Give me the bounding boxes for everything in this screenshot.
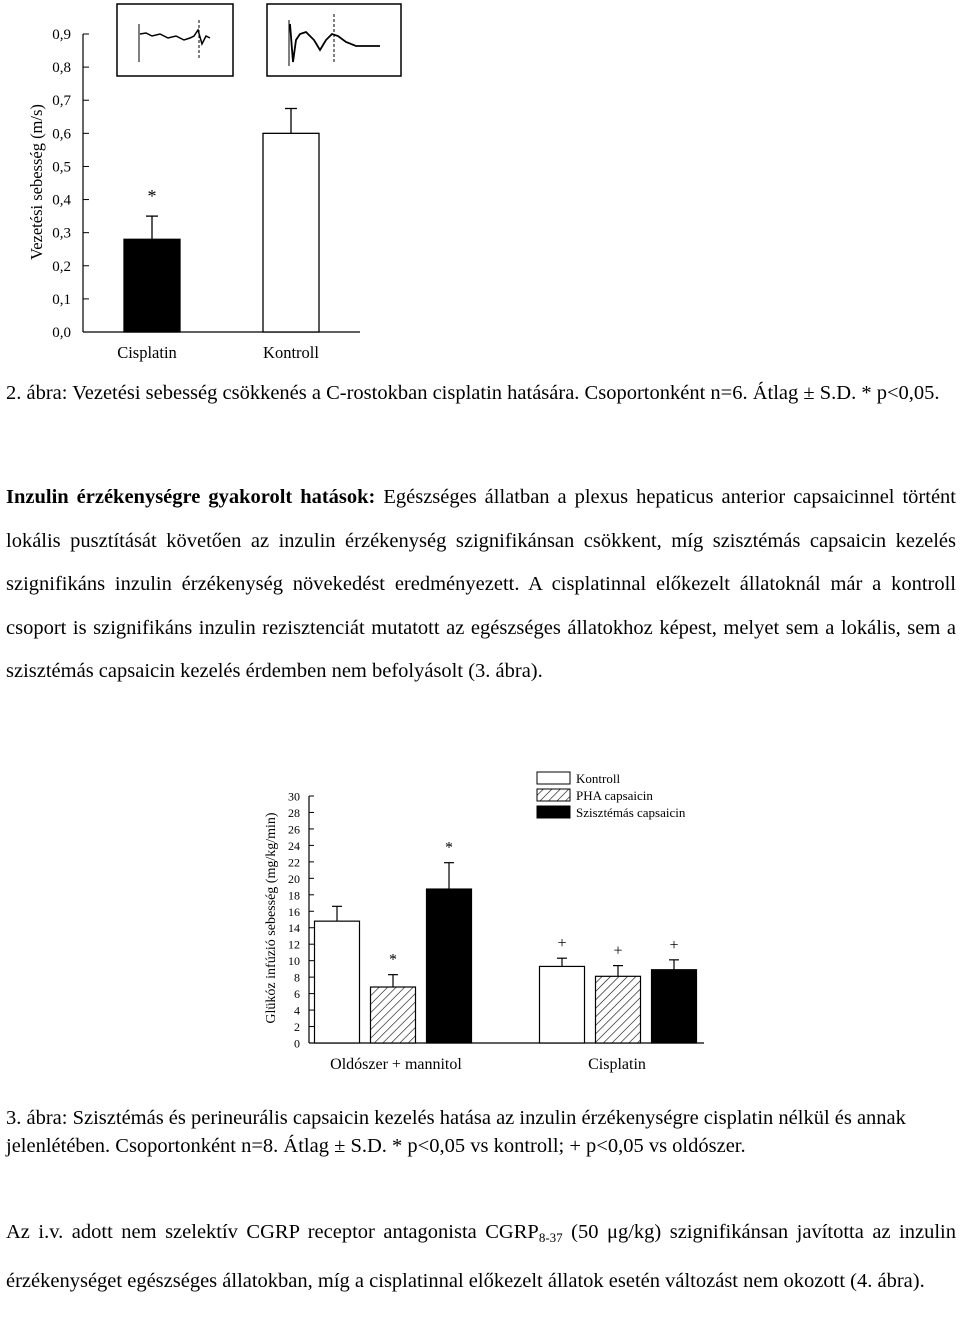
figure-2-caption: 2. ábra: Vezetési sebesség csökkenés a C-rostokban cisplatin hatására. Csoportonként n=6. Átlag ± S.D. * p<0,05.	[6, 382, 940, 404]
y-tick-label: 0,9	[52, 27, 71, 43]
y-tick-label: 14	[288, 921, 300, 936]
y-tick-label: 0	[294, 1036, 300, 1051]
inset-trace-kontroll	[267, 4, 401, 76]
y-tick-label: 0,0	[52, 325, 71, 341]
paragraph-body-start: Az i.v. adott nem szelektív CGRP receptor antagonista CGRP	[6, 1221, 539, 1243]
figure-2-chart	[0, 0, 960, 372]
y-tick-label: 4	[294, 1003, 300, 1018]
y-tick-label: 10	[288, 954, 300, 969]
legend-label: Szisztémás capsaicin	[576, 805, 686, 820]
figure-3-caption: 3. ábra: Szisztémás és perineurális capsaicin kezelés hatása az inzulin érzékenységre cisplatin nélkül és annak jelenlétében. Csoportonként n=8. Átlag ± S.D. * p<0,05 vs kontroll; + p<0,05 vs oldószer.	[6, 1107, 906, 1157]
x-category-label: Cisplatin	[117, 343, 177, 362]
bar	[652, 970, 697, 1043]
y-tick-label: 0,8	[52, 60, 71, 77]
y-tick-label: 16	[288, 904, 300, 919]
y-tick-label: 26	[288, 822, 300, 837]
paragraph-heading: Inzulin érzékenységre gyakorolt hatások:	[6, 486, 376, 508]
y-tick-label: 28	[288, 805, 300, 820]
y-tick-label: 20	[288, 871, 300, 886]
bar-kontroll	[263, 133, 319, 332]
legend-label: Kontroll	[576, 771, 621, 786]
y-tick-label: 0,1	[52, 291, 71, 308]
y-tick-label: 0,2	[52, 258, 71, 275]
bar	[540, 966, 585, 1043]
paragraph-body: Egészséges állatban a plexus hepaticus anterior capsaicinnel történt lokális pusztítását követően az inzulin érzékenység szignifikánsan csökkent, míg szisztémás capsaicin kezelés szignifikáns inzulin érzékenység növekedést eredményezett. A cisplatinnal előkezelt állatoknál már a kontroll csoport is szignifikáns inzulin rezisztenciát mutatott az egészséges állatokhoz képest, melyet sem a lokális, sem a szisztémás capsaicin kezelés érdemben nem befolyásolt (3. ábra).	[6, 486, 956, 682]
significance-mark: *	[389, 951, 397, 969]
legend-swatch	[537, 806, 570, 818]
significance-mark: +	[557, 935, 567, 953]
y-tick-label: 24	[288, 838, 300, 853]
y-tick-label: 30	[288, 789, 300, 804]
paragraph-cgrp	[6, 1211, 956, 1303]
y-tick-label: 0,4	[52, 192, 71, 209]
y-tick-label: 0,5	[52, 159, 71, 176]
figure-3-chart	[0, 755, 960, 1085]
significance-mark: *	[445, 839, 453, 857]
x-category-label: Oldószer + mannitol	[330, 1056, 462, 1073]
y-tick-label: 18	[288, 888, 300, 903]
bar	[427, 889, 472, 1043]
y-tick-label: 8	[294, 970, 300, 985]
x-category-label: Kontroll	[263, 343, 319, 362]
inset-trace-cisplatin	[117, 4, 233, 76]
x-category-label: Cisplatin	[588, 1056, 646, 1073]
bar	[315, 921, 360, 1043]
legend-label: PHA capsaicin	[576, 788, 653, 803]
legend-swatch	[537, 789, 570, 801]
y-tick-label: 12	[288, 937, 300, 952]
y-tick-label: 0,3	[52, 225, 71, 242]
cgrp-subscript: 8-37	[538, 1230, 563, 1245]
paragraph-body-end: (50 μg/kg) szignifikánsan javította az inzulin érzékenységet egészséges állatokban, míg a cisplatinnal előkezelt állatok esetén változást nem okozott (4. ábra).	[6, 1221, 956, 1292]
legend	[537, 771, 686, 820]
paragraph-insulin-sensitivity	[6, 476, 956, 694]
significance-mark: +	[669, 936, 679, 954]
y-tick-label: 6	[294, 987, 300, 1002]
y-axis-label: Vezetési sebesség (m/s)	[27, 104, 46, 260]
bar	[596, 976, 641, 1043]
significance-mark: *	[147, 186, 157, 207]
y-tick-label: 22	[288, 855, 300, 870]
bar-cisplatin	[124, 239, 180, 332]
y-tick-label: 2	[294, 1020, 300, 1035]
significance-mark: +	[613, 942, 623, 960]
y-axis-label: Glükóz infúzió sebesség (mg/kg/min)	[264, 812, 279, 1024]
legend-swatch	[537, 772, 570, 784]
y-tick-label: 0,7	[52, 93, 71, 110]
bar	[371, 987, 416, 1043]
y-tick-label: 0,6	[52, 126, 71, 143]
